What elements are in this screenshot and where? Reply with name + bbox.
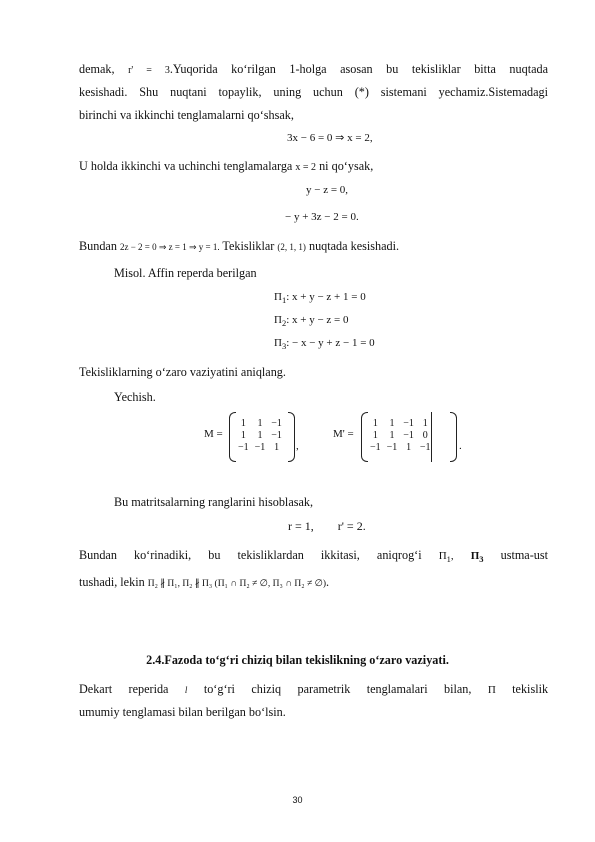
plane-equation-text: : − x − y + z − 1 = 0 <box>286 337 375 349</box>
equation-y-3z <box>285 211 359 223</box>
matrix-m-prime-table <box>367 418 434 454</box>
matrix-row <box>235 418 285 430</box>
solution-label: Yechish. <box>114 390 156 404</box>
text: Dekart reperida <box>79 682 169 696</box>
matrix-cell: 1 <box>257 418 263 429</box>
matrix-m-prime-name: M' = <box>333 428 354 440</box>
task-text: Tekisliklarning o‘zaro vaziyatini aniqlang. <box>79 365 286 379</box>
section-heading: 2.4.Fazoda to‘g‘ri chiziq bilan tekislikning o‘zaro vaziyati. <box>146 653 449 667</box>
matrix-cell: 1 <box>240 418 246 429</box>
matrix-cell: 1 <box>257 430 263 441</box>
matrix-cell: −1 <box>403 430 414 441</box>
paragraph-3 <box>79 238 399 255</box>
matrix-row <box>367 418 434 430</box>
punct: . <box>355 211 359 223</box>
matrix-right-bracket <box>450 412 457 462</box>
matrix-cell: 1 <box>240 430 246 441</box>
matrix-cell: −1 <box>238 442 249 453</box>
matrix-cell: −1 <box>271 430 282 441</box>
matrix-cell: 1 <box>389 418 395 429</box>
paragraph-5-line-2: umumiy tenglamasi bilan berilgan bo‘lsin. <box>79 705 286 719</box>
text: .Yuqorida ko‘rilgan 1-holga asosan bu tekisliklar bitta nuqtada <box>169 62 548 76</box>
plane-index: 3 <box>281 341 287 352</box>
plane-equation-text: : x + y − z + 1 = 0 <box>286 291 366 303</box>
inline-math: Π₂ ∦ Π₁, Π₂ ∦ Π₃ (Π₁ ∩ Π₂ ≠ ∅, Π₃ ∩ Π₂ ≠ ∅) <box>147 579 327 589</box>
plane-symbol: Π <box>470 550 480 562</box>
example-intro: Misol. Affin reperda berilgan <box>114 266 257 280</box>
matrix-cell: −1 <box>254 442 266 453</box>
plane-index: 2 <box>281 318 287 329</box>
paragraph-1-line-3: birinchi va ikkinchi tenglamalarni qo‘shsak, <box>79 108 294 122</box>
plane-symbol: Π <box>274 291 282 303</box>
matrix-cell: −1 <box>403 418 414 429</box>
matrix-m-prime <box>361 412 457 462</box>
equation-text: 3x − 6 = 0 ⇒ x = 2 <box>287 132 370 144</box>
rank-m: r = 1 <box>288 519 311 533</box>
ranks-intro: Bu matritsalarning ranglarini hisoblasak, <box>114 495 314 509</box>
equation-text: − y + 3z − 2 = 0 <box>285 211 356 223</box>
punct: . <box>362 519 366 533</box>
page-number: 30 <box>292 795 303 805</box>
plane-symbol: Π <box>438 550 447 562</box>
line-symbol: l <box>184 685 188 695</box>
matrix-cell: 0 <box>422 430 428 441</box>
matrix-row <box>367 442 434 454</box>
ranks-equation <box>288 519 366 534</box>
plane-1-symbol <box>438 550 454 565</box>
text: nuqtada kesishadi. <box>308 239 400 253</box>
matrix-cell: 1 <box>422 418 428 429</box>
matrix-m <box>229 412 295 462</box>
plane-equation-3 <box>274 337 375 351</box>
text: tekislik <box>512 682 549 696</box>
text: Tekisliklar <box>222 239 275 253</box>
punct: , <box>369 132 373 144</box>
matrix-cell: −1 <box>271 418 282 429</box>
punct: . <box>326 575 330 589</box>
paragraph-1-line-2: kesishadi. Shu nuqtani topaylik, uning uchun (*) sistemani yechamiz.Sistemadagi <box>79 85 548 99</box>
rank-formula: r' = 3 <box>128 65 170 76</box>
equation-y-z <box>306 184 348 196</box>
plane-symbol: Π <box>274 337 282 349</box>
plane-index: 3 <box>479 554 484 565</box>
matrix-cell: 1 <box>389 430 395 441</box>
plane-3-symbol <box>470 550 484 565</box>
equation-x <box>287 131 373 144</box>
paragraph-2 <box>79 158 373 176</box>
matrix-cell: 1 <box>274 442 280 453</box>
text: ustma-ust <box>500 548 549 562</box>
matrix-row <box>235 430 285 442</box>
punct: , <box>345 184 349 196</box>
punct: , <box>450 550 454 562</box>
plane-equation-text: : x + y − z = 0 <box>286 314 349 326</box>
plane-equation-2 <box>274 314 349 328</box>
text: demak, <box>79 62 115 76</box>
text: to‘g‘ri chiziq parametrik tenglamalari bilan, <box>203 682 472 696</box>
matrix-m-prime-tail: . <box>459 440 462 452</box>
paragraph-4-line-1 <box>79 547 548 567</box>
plane-index: 1 <box>281 295 287 306</box>
matrix-right-bracket <box>288 412 295 462</box>
text: ni qo‘ysak, <box>319 159 374 173</box>
matrix-cell: 1 <box>372 418 378 429</box>
matrix-cell: −1 <box>386 442 398 453</box>
matrix-cell: 1 <box>372 430 378 441</box>
matrix-m-table <box>235 418 285 454</box>
point-coordinates: (2, 1, 1) <box>277 242 306 252</box>
text: tushadi, lekin <box>79 575 145 589</box>
matrix-cell: −1 <box>370 442 381 453</box>
paragraph-1-line-1 <box>79 61 548 79</box>
plane-symbol: Π <box>487 684 496 696</box>
inline-math: x = 2 <box>295 162 317 173</box>
matrix-cell: −1 <box>419 442 431 453</box>
plane-symbol: Π <box>274 314 282 326</box>
text: Bundan <box>79 239 117 253</box>
paragraph-5-line-1 <box>79 681 548 698</box>
matrix-m-name: M = <box>204 428 223 440</box>
plane-equation-1 <box>274 291 366 305</box>
paragraph-4-line-2 <box>79 574 329 592</box>
matrix-m-tail: , <box>296 440 299 452</box>
plane-index: 1 <box>446 554 451 565</box>
text: U holda ikkinchi va uchinchi tenglamalarga <box>79 159 293 173</box>
inline-math: 2z − 2 = 0 ⇒ z = 1 ⇒ y = 1. <box>119 242 220 252</box>
text: Bundan ko‘rinadiki, bu tekisliklardan ikkitasi, aniqrog‘i <box>79 548 422 562</box>
equation-text: y − z = 0 <box>306 184 346 196</box>
rank-m-prime: r' = 2 <box>337 519 363 533</box>
matrix-row <box>235 442 285 454</box>
matrix-row <box>367 430 434 442</box>
matrix-cell: 1 <box>406 442 412 453</box>
punct: , <box>310 519 314 533</box>
